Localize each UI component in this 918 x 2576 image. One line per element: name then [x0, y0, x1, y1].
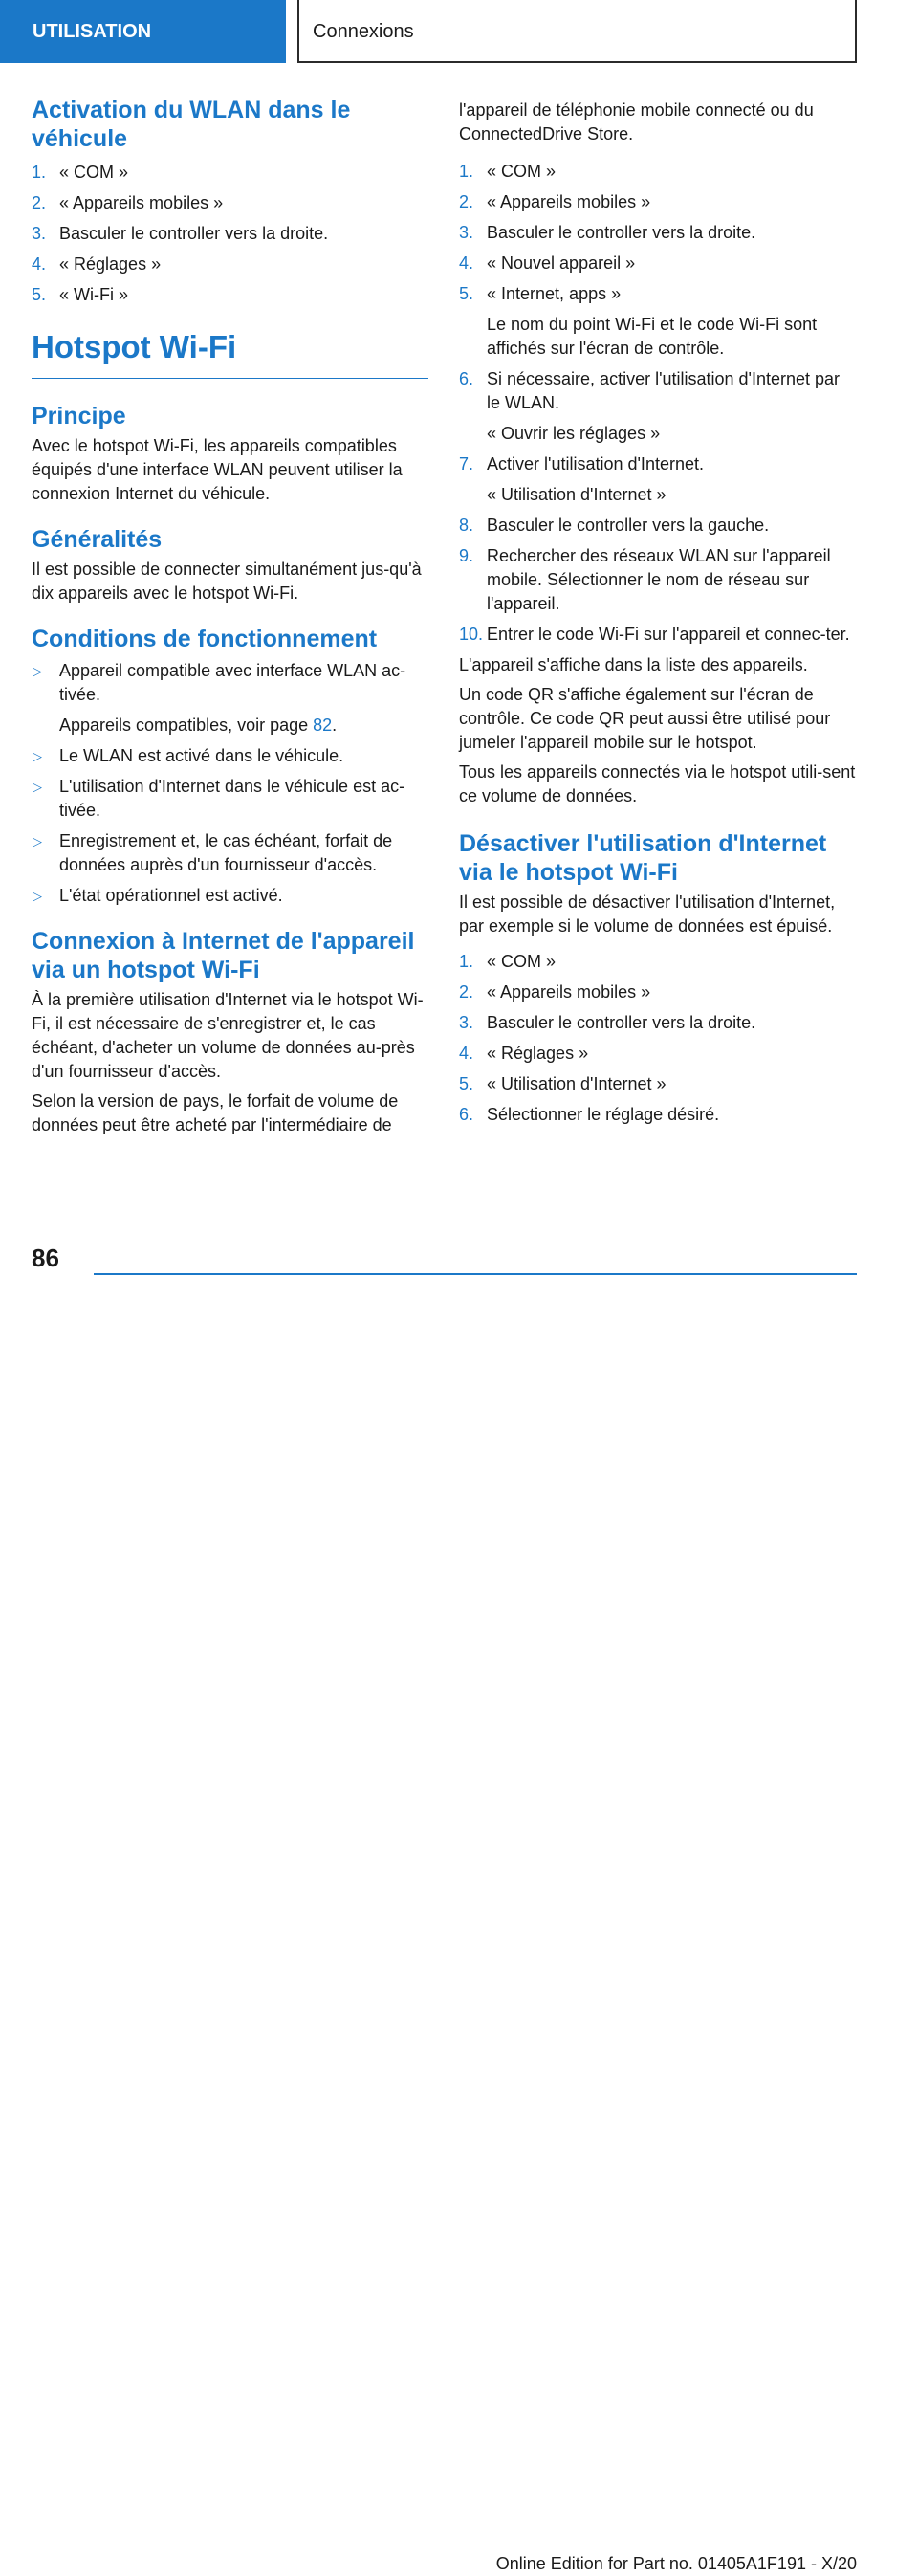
list-item: ▷ Le WLAN est activé dans le véhicule.	[32, 744, 428, 768]
chapter-title: Connexions	[297, 0, 857, 63]
list-item: 8. Basculer le controller vers la gauche.	[459, 516, 770, 535]
list-item: 7. Activer l'utilisation d'Internet. « Utilisation d'Internet »	[459, 454, 704, 504]
list-item: 4. « Réglages »	[32, 254, 162, 274]
connexion-text: À la première utilisation d'Internet via le hotspot Wi-Fi, il est nécessaire de s'enregistrer et, le cas échéant, d'acheter un volume de données au-près d'un fournisseur d'accès.	[32, 990, 424, 1081]
triangle-bullet-icon: ▷	[33, 749, 42, 763]
list-item: 4. « Réglages »	[459, 1044, 589, 1063]
triangle-bullet-icon: ▷	[33, 889, 42, 903]
page-header	[0, 0, 918, 63]
heading-hotspot-wifi: Hotspot Wi-Fi	[32, 328, 428, 379]
list-item: 1. « COM »	[459, 162, 557, 181]
device-list-text: L'appareil s'affiche dans la liste des appareils.	[459, 655, 808, 674]
list-item: 2. « Appareils mobiles »	[459, 192, 651, 211]
footer-edition-text: Online Edition for Part no. 01405A1F191 - X/20	[495, 2554, 857, 2573]
heading-desactiver: Désactiver l'utilisation d'Internet via le hotspot Wi-Fi	[459, 830, 827, 886]
continued-text: l'appareil de téléphonie mobile connecté ou du ConnectedDrive Store.	[459, 100, 814, 143]
right-column	[459, 99, 856, 1134]
list-item: ▷ Appareil compatible avec interface WLAN ac-tivée. Appareils compatibles, voir page 82.	[33, 661, 406, 735]
list-item: ▷ Enregistrement et, le cas échéant, forfait de données auprès d'un fournisseur d'accès.	[33, 831, 393, 874]
page-number: 86	[32, 1244, 59, 1272]
footer-divider	[94, 1273, 857, 2573]
connexion-text-continued: Selon la version de pays, le forfait de volume de données peut être acheté par l'intermédiaire de	[32, 1091, 399, 1134]
list-item: 2. « Appareils mobiles »	[459, 982, 651, 1002]
left-column	[32, 96, 428, 1143]
list-item: 6. Si nécessaire, activer l'utilisation d'Internet par le WLAN. « Ouvrir les réglages »	[459, 369, 841, 443]
list-item: 6. Sélectionner le réglage désiré.	[459, 1105, 720, 1124]
page-reference-link[interactable]: 82	[313, 716, 333, 735]
triangle-bullet-icon: ▷	[33, 780, 42, 794]
conditions-list	[32, 659, 428, 908]
list-item: 1. « COM »	[459, 952, 557, 971]
data-volume-text: Tous les appareils connectés via le hotspot utili-sent ce volume de données.	[459, 762, 856, 805]
list-item: 3. Basculer le controller vers la droite.	[32, 224, 329, 243]
list-item: 3. Basculer le controller vers la droite.	[459, 223, 756, 242]
heading-conditions: Conditions de fonctionnement	[32, 626, 378, 652]
list-item: 4. « Nouvel appareil »	[459, 253, 636, 273]
list-item: 5. « Internet, apps » Le nom du point Wi-Fi et le code Wi-Fi sont affichés sur l'écran de contrôle.	[459, 284, 818, 358]
hotspot-steps	[459, 160, 856, 647]
heading-principe: Principe	[32, 403, 126, 429]
heading-generalites: Généralités	[32, 526, 163, 553]
list-item: 1. « COM »	[32, 163, 129, 182]
qr-code-text: Un code QR s'affiche également sur l'écran de contrôle. Ce code QR peut aussi être utilisé pour jumeler l'appareil mobile sur le hotspot.	[459, 685, 831, 752]
list-item: 2. « Appareils mobiles »	[32, 193, 224, 212]
section-tab: UTILISATION	[0, 0, 286, 63]
heading-connexion-internet: Connexion à Internet de l'appareil via un hotspot Wi-Fi	[32, 928, 415, 983]
desactiver-text: Il est possible de désactiver l'utilisation d'Internet, par exemple si le volume de données est épuisé.	[459, 892, 836, 936]
list-item: 3. Basculer le controller vers la droite.	[459, 1013, 756, 1032]
list-item: 9. Rechercher des réseaux WLAN sur l'appareil mobile. Sélectionner le nom de réseau sur l'appareil.	[459, 546, 831, 613]
list-item: 10. Entrer le code Wi-Fi sur l'appareil et connec-ter.	[459, 625, 850, 644]
desactiver-steps	[459, 950, 856, 1127]
list-item: ▷ L'utilisation d'Internet dans le véhicule est ac-tivée.	[33, 777, 405, 820]
heading-activation-wlan: Activation du WLAN dans le véhicule	[32, 97, 351, 152]
triangle-bullet-icon: ▷	[33, 664, 42, 678]
list-item: 5. « Utilisation d'Internet »	[459, 1074, 667, 1093]
activation-steps	[32, 161, 428, 307]
list-item: 5. « Wi-Fi »	[32, 285, 128, 304]
generalites-text: Il est possible de connecter simultanément jus-qu'à dix appareils avec le hotspot Wi-Fi.	[32, 560, 422, 603]
list-item: ▷ L'état opérationnel est activé.	[32, 884, 428, 908]
principe-text: Avec le hotspot Wi-Fi, les appareils compatibles équipés d'une interface WLAN peuvent utiliser la connexion Internet du véhicule.	[32, 436, 403, 503]
triangle-bullet-icon: ▷	[33, 834, 42, 848]
